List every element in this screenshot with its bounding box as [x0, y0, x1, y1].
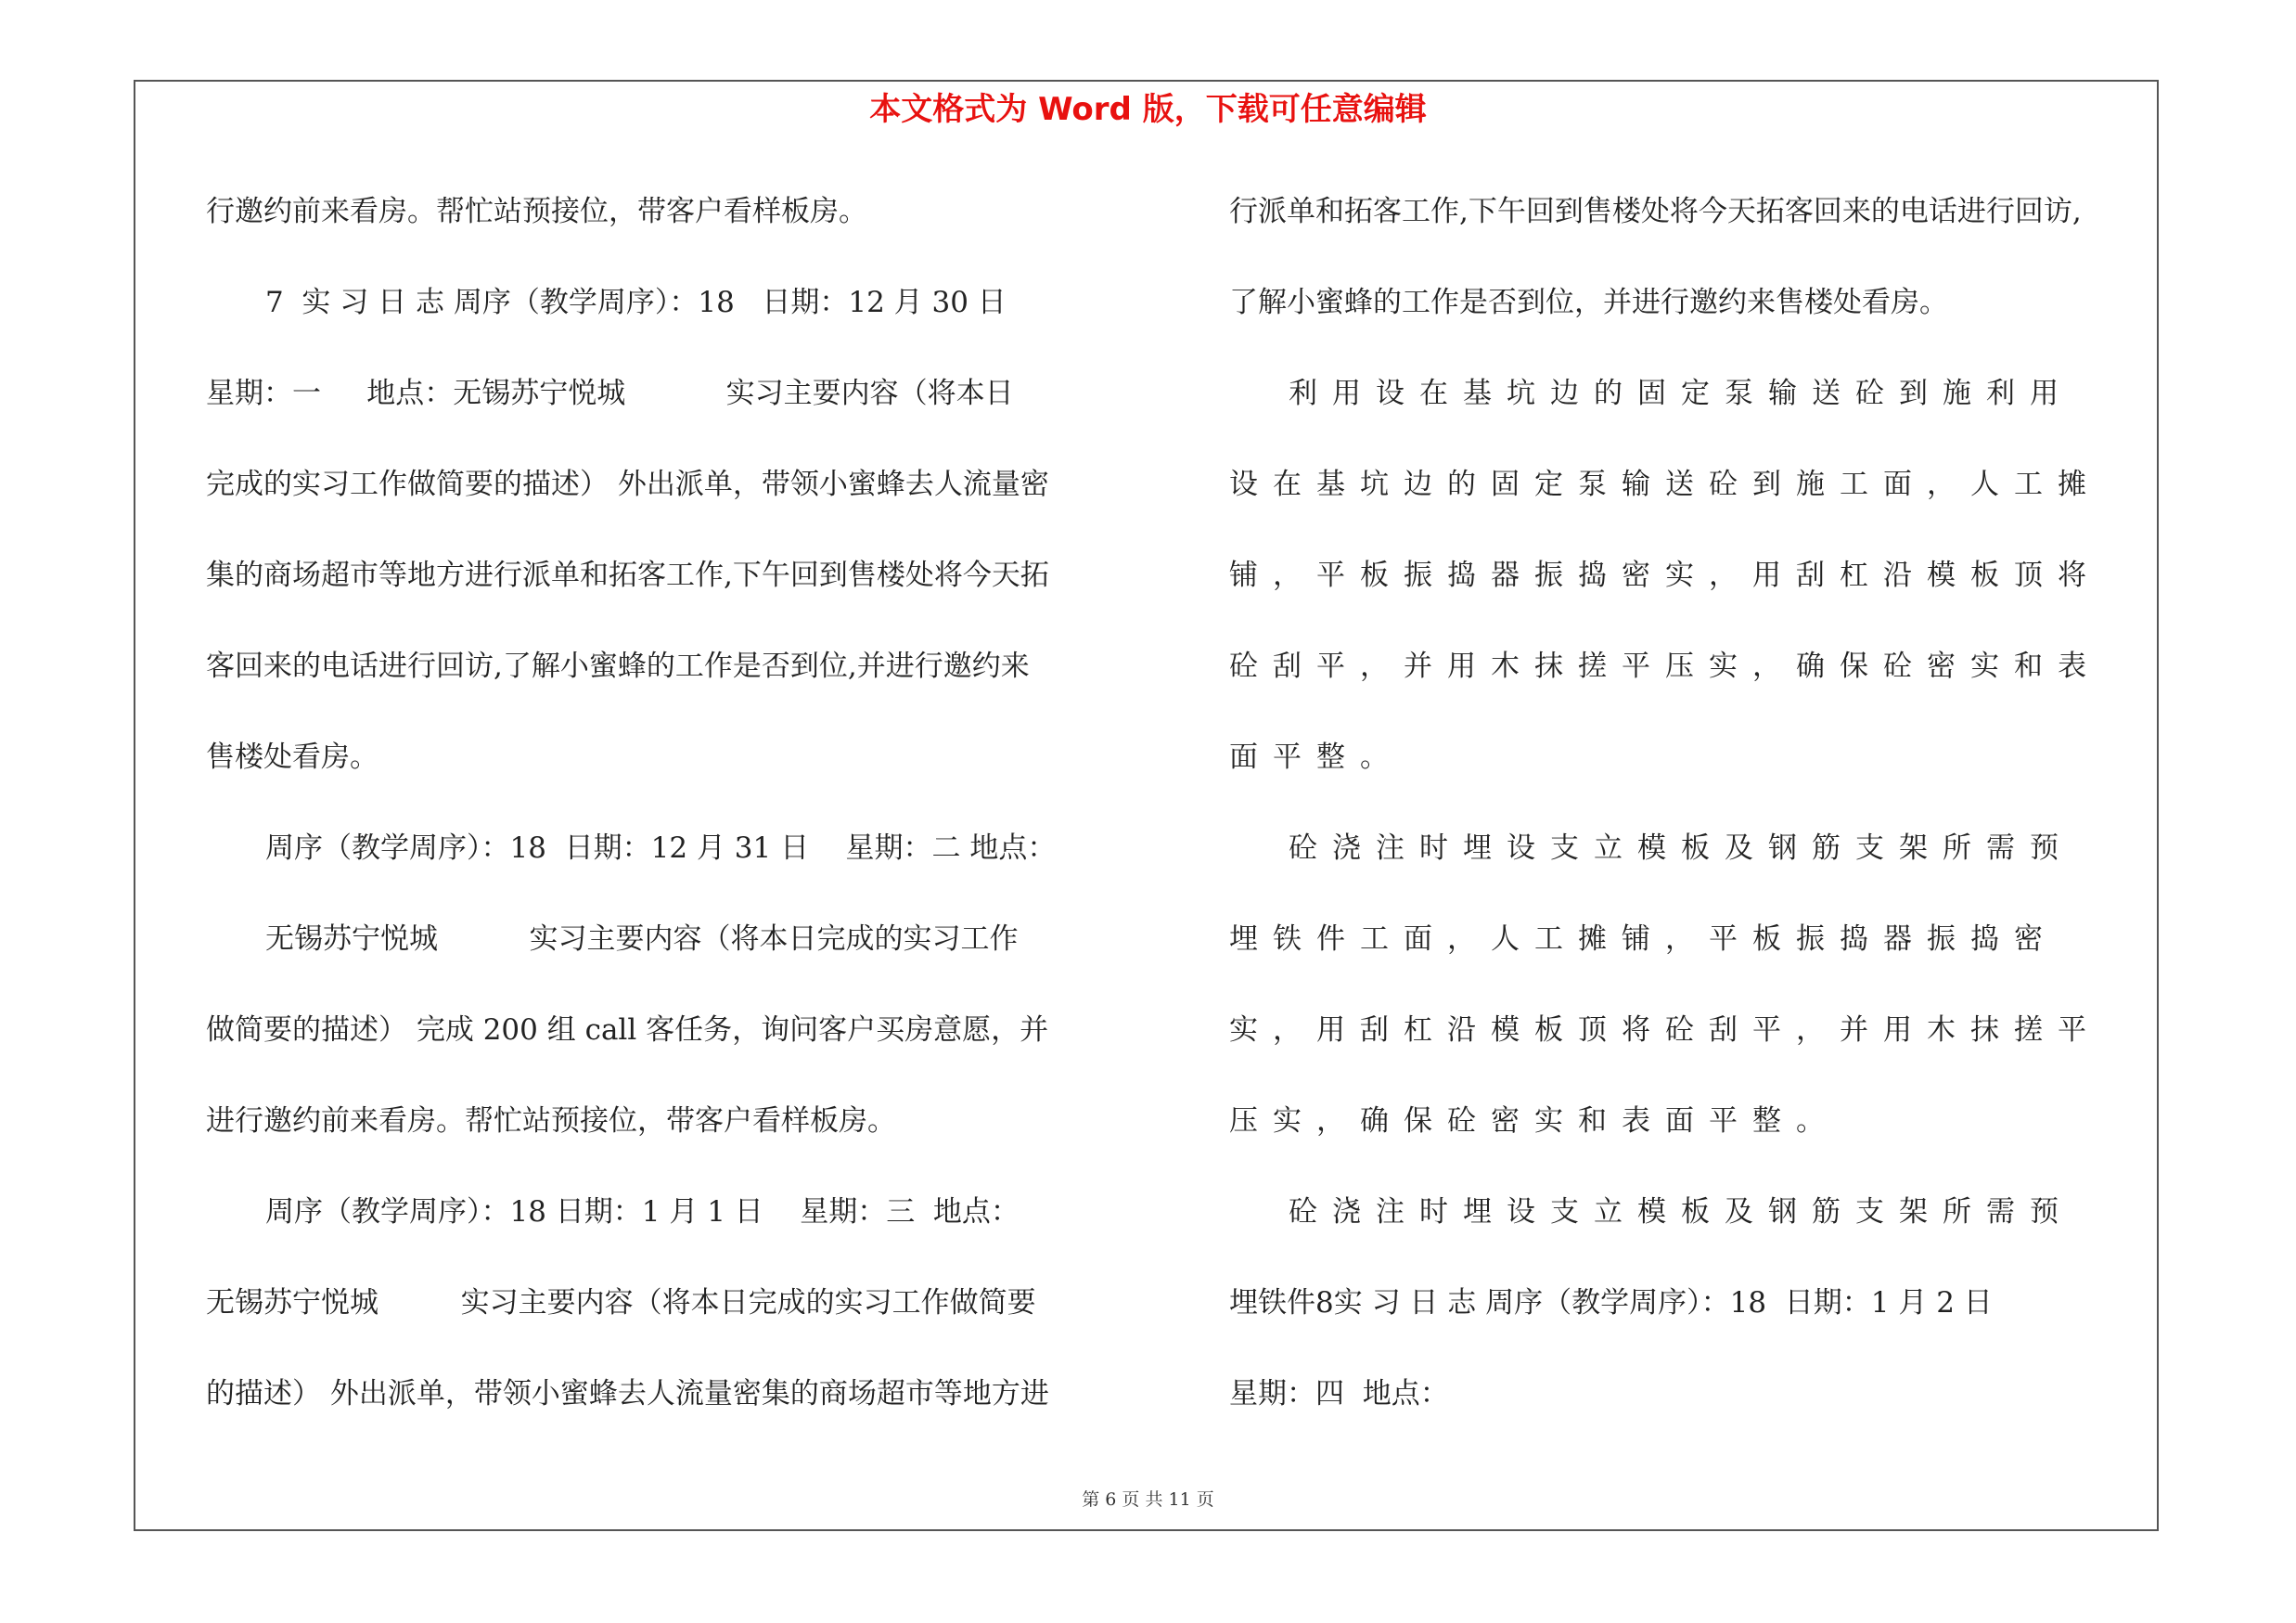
text-line: 行派单和拓客工作,下午回到售楼处将今天拓客回来的电话进行回访, — [1229, 195, 2082, 228]
text-line: 设在基坑边的固定泵输送砼到施工面，人工摊 — [1229, 468, 2101, 501]
text-line: 实，用刮杠沿模板顶将砼刮平，并用木抹搓平 — [1229, 1013, 2101, 1047]
text-line: 的描述） 外出派单，带领小蜜蜂去人流量密集的商场超市等地方进 — [206, 1377, 1049, 1410]
text-line: 砼浇注时埋设支立模板及钢筋支架所需预 — [1289, 1195, 2073, 1229]
word-format-banner: 本文格式为 Word 版，下载可任意编辑 — [869, 91, 1427, 128]
text-line: 埋铁件工面，人工摊铺，平板振捣器振捣密 — [1229, 922, 2058, 956]
text-line: 无锡苏宁悦城 实习主要内容（将本日完成的实习工作 — [265, 922, 1019, 956]
text-line: 砼刮平，并用木抹搓平压实，确保砼密实和表 — [1229, 650, 2101, 683]
text-line: 进行邀约前来看房。帮忙站预接位，带客户看样板房。 — [206, 1104, 896, 1138]
text-line: 铺，平板振捣器振捣密实，用刮杠沿模板顶将 — [1229, 559, 2101, 592]
text-line: 压实，确保砼密实和表面平整。 — [1229, 1104, 1840, 1138]
text-line: 售楼处看房。 — [206, 741, 378, 774]
text-line: 集的商场超市等地方进行派单和拓客工作,下午回到售楼处将今天拓 — [206, 559, 1049, 592]
text-line: 星期：一 地点：无锡苏宁悦城 实习主要内容（将本日 — [206, 377, 1014, 410]
text-line: 了解小蜜蜂的工作是否到位，并进行邀约来售楼处看房。 — [1229, 286, 1948, 319]
text-line: 星期：四 地点： — [1229, 1377, 1449, 1410]
page-number-footer: 第 6 页 共 11 页 — [1082, 1489, 1214, 1510]
left-column — [206, 186, 1134, 1459]
text-line: 无锡苏宁悦城 实习主要内容（将本日完成的实习工作做简要 — [206, 1286, 1036, 1320]
text-line: 行邀约前来看房。帮忙站预接位，带客户看样板房。 — [206, 195, 867, 228]
text-line: 做简要的描述） 完成 200 组 call 客任务，询问客户买房意愿，并 — [206, 1013, 1049, 1047]
text-line: 砼浇注时埋设支立模板及钢筋支架所需预 — [1289, 831, 2073, 865]
text-line: 完成的实习工作做简要的描述） 外出派单，带领小蜜蜂去人流量密 — [206, 468, 1049, 501]
text-line: 利用设在基坑边的固定泵输送砼到施利用 — [1289, 377, 2073, 410]
right-column — [1229, 186, 2157, 1459]
text-line: 面平整。 — [1229, 741, 1404, 774]
text-line: 7 实 习 日 志 周序（教学周序）：18 日期：12 月 30 日 — [265, 286, 1007, 319]
text-line: 埋铁件8实 习 日 志 周序（教学周序）：18 日期：1 月 2 日 — [1229, 1286, 1993, 1320]
text-line: 客回来的电话进行回访,了解小蜜蜂的工作是否到位,并进行邀约来 — [206, 650, 1030, 683]
text-line: 周序（教学周序）：18 日期：1 月 1 日 星期：三 地点： — [265, 1195, 1020, 1229]
text-line: 周序（教学周序）：18 日期：12 月 31 日 星期：二 地点： — [265, 831, 1057, 865]
